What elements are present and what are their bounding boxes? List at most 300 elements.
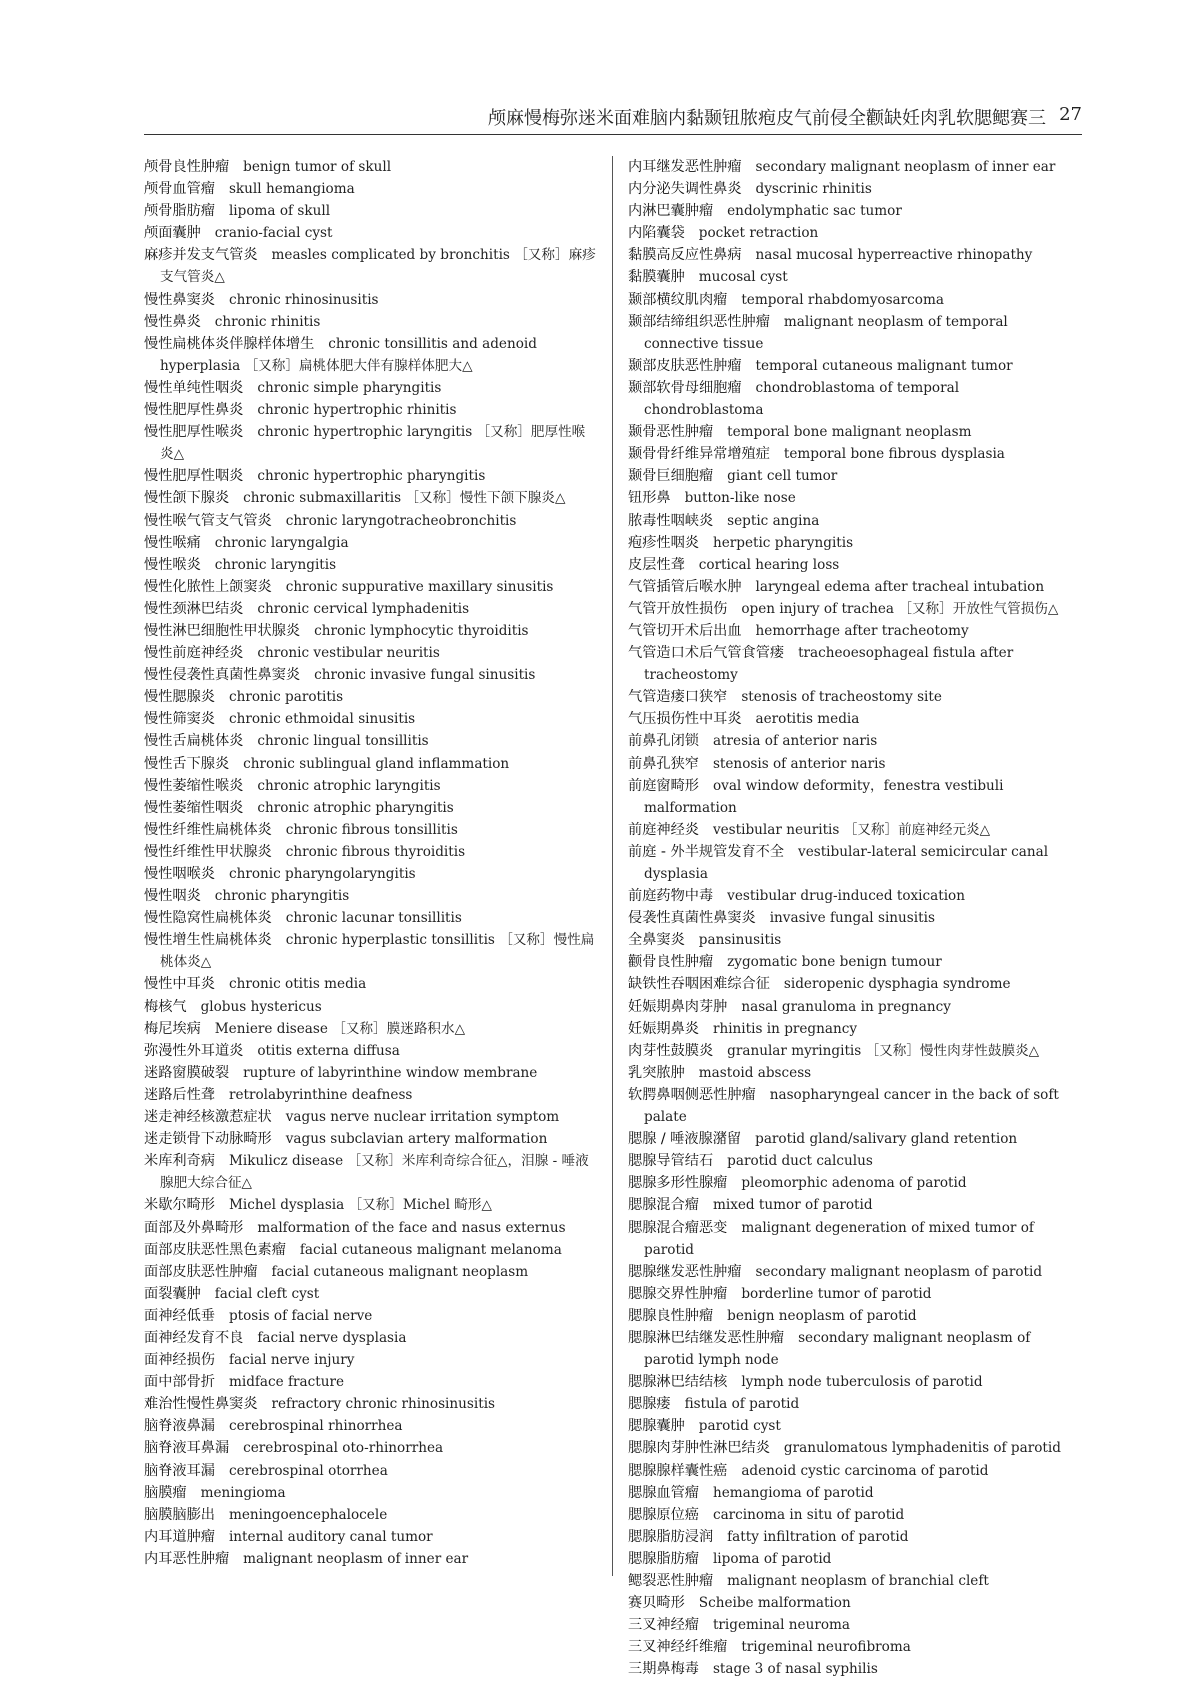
entry-term-english: Michel dysplasia ［又称］Michel 畸形△ <box>228 1197 492 1214</box>
entry-term-chinese: 软腭鼻咽侧恶性肿瘤 <box>628 1086 756 1103</box>
entry-term-english: open injury of trachea ［又称］开放性气管损伤△ <box>741 600 1059 617</box>
glossary-entry <box>628 1040 1082 1062</box>
entry-term-english: nasal granuloma in pregnancy <box>741 998 951 1015</box>
glossary-entry <box>628 1482 1082 1504</box>
entry-term-chinese: 慢性咽喉炎 <box>144 866 215 882</box>
entry-term-chinese: 迷路窗膜破裂 <box>144 1064 230 1081</box>
entry-term-english: benign tumor of skull <box>243 159 392 175</box>
glossary-entry <box>628 1614 1082 1636</box>
glossary-entry <box>144 200 598 222</box>
glossary-entry <box>144 996 598 1018</box>
right-column <box>628 156 1082 1680</box>
entry-term-english: giant cell tumor <box>727 468 838 485</box>
entry-term-chinese: 慢性单纯性咽炎 <box>144 379 244 396</box>
entry-term-english: lymph node tuberculosis of parotid <box>741 1374 983 1391</box>
entry-term-english: mucosal cyst <box>698 269 788 286</box>
glossary-entry <box>628 1283 1082 1305</box>
entry-term-english: malignant neoplasm of branchial cleft <box>727 1573 989 1589</box>
entry-term-chinese: 慢性萎缩性喉炎 <box>144 777 244 794</box>
glossary-entry <box>628 841 1082 885</box>
column-divider <box>612 156 613 1576</box>
glossary-entry <box>144 797 598 819</box>
entry-term-english: laryngeal edema after tracheal intubation <box>755 578 1045 595</box>
glossary-entry <box>628 1393 1082 1415</box>
glossary-entry <box>628 996 1082 1018</box>
glossary-entry <box>628 421 1082 443</box>
entry-term-chinese: 慢性扁桃体炎伴腺样体增生 <box>144 335 315 352</box>
glossary-entry <box>628 1305 1082 1327</box>
entry-term-english: chronic sublingual gland inflammation <box>243 755 510 772</box>
entry-term-english: benign neoplasm of parotid <box>727 1307 917 1324</box>
glossary-entry <box>144 1217 598 1239</box>
entry-term-chinese: 米歇尔畸形 <box>144 1197 215 1214</box>
entry-term-chinese: 难治性慢性鼻窦炎 <box>144 1396 258 1413</box>
glossary-entry <box>144 1062 598 1084</box>
glossary-entry <box>144 178 598 200</box>
entry-term-english: chronic suppurative maxillary sinusitis <box>285 578 554 595</box>
entry-term-chinese: 慢性鼻窦炎 <box>144 291 215 308</box>
entry-term-chinese: 脑脊液耳鼻漏 <box>144 1440 230 1457</box>
glossary-entry <box>144 1482 598 1504</box>
entry-term-chinese: 脓毒性咽峡炎 <box>628 512 714 529</box>
entry-term-english: chronic rhinosinusitis <box>228 291 379 308</box>
glossary-entry <box>628 156 1082 178</box>
entry-term-english: chronic hyperplastic tonsillitis ［又称］慢性扁桃体炎△ <box>160 932 595 971</box>
glossary-entry <box>628 1526 1082 1548</box>
entry-term-chinese: 脑膜瘤 <box>144 1484 187 1501</box>
entry-term-english: chronic simple pharyngitis <box>257 379 442 396</box>
entry-term-chinese: 颅面囊肿 <box>144 225 201 242</box>
entry-term-english: mastoid abscess <box>698 1064 812 1081</box>
entry-term-english: cortical hearing loss <box>698 556 840 573</box>
entry-term-chinese: 气管造口术后气管食管瘘 <box>628 645 785 662</box>
entry-term-chinese: 面部皮肤恶性黑色素瘤 <box>144 1241 286 1258</box>
entry-term-chinese: 乳突脓肿 <box>628 1064 685 1081</box>
entry-term-english: vestibular neuritis ［又称］前庭神经元炎△ <box>712 821 991 838</box>
entry-term-chinese: 慢性喉气管支气管炎 <box>144 512 272 529</box>
entry-term-english: cerebrospinal oto-rhinorrhea <box>243 1440 444 1457</box>
entry-term-english: tracheoesophageal fistula after tracheostomy <box>644 645 1014 684</box>
entry-term-chinese: 前庭窗畸形 <box>628 777 699 794</box>
glossary-entry <box>144 1371 598 1393</box>
entry-term-chinese: 梅核气 <box>144 998 187 1015</box>
glossary-entry <box>144 1460 598 1482</box>
entry-term-english: chronic tonsillitis and adenoid hyperplasia ［又称］扁桃体肥大伴有腺样体肥大△ <box>160 335 537 374</box>
glossary-entry <box>144 399 598 421</box>
page-number: 27 <box>1059 104 1082 125</box>
entry-term-chinese: 面裂囊肿 <box>144 1285 201 1302</box>
glossary-entry <box>144 907 598 929</box>
entry-term-chinese: 腮腺良性肿瘤 <box>628 1307 714 1324</box>
glossary-entry <box>144 156 598 178</box>
glossary-entry <box>144 1526 598 1548</box>
glossary-entry <box>628 1261 1082 1283</box>
entry-term-chinese: 慢性喉痛 <box>144 534 201 551</box>
entry-term-chinese: 面部皮肤恶性肿瘤 <box>144 1263 258 1280</box>
glossary-entry <box>628 1658 1082 1680</box>
entry-term-chinese: 颞骨骨纤维异常增殖症 <box>628 446 770 463</box>
glossary-entry <box>144 1040 598 1062</box>
glossary-entry <box>144 885 598 907</box>
entry-term-chinese: 腮腺交界性肿瘤 <box>628 1285 728 1302</box>
entry-term-chinese: 内淋巴囊肿瘤 <box>628 203 714 220</box>
glossary-entry <box>628 708 1082 730</box>
glossary-entry <box>144 664 598 686</box>
entry-term-english: chronic otitis media <box>228 976 367 993</box>
entry-term-chinese: 颅骨血管瘤 <box>144 181 215 198</box>
entry-term-chinese: 黏膜囊肿 <box>628 269 685 286</box>
glossary-entry <box>144 1084 598 1106</box>
entry-term-chinese: 迷路后性聋 <box>144 1086 215 1103</box>
entry-term-english: button-like nose <box>684 490 796 507</box>
entry-term-english: trigeminal neuroma <box>712 1617 851 1634</box>
glossary-entry <box>144 1150 598 1194</box>
entry-term-english: chronic submaxillaritis ［又称］慢性下颌下腺炎△ <box>243 490 566 507</box>
entry-term-chinese: 慢性腮腺炎 <box>144 689 215 706</box>
entry-term-english: malignant neoplasm of temporal connective tissue <box>644 313 1008 352</box>
entry-term-english: chronic laryngotracheobronchitis <box>285 512 517 529</box>
glossary-entry <box>628 1570 1082 1592</box>
entry-term-chinese: 慢性颌下腺炎 <box>144 490 230 507</box>
glossary-entry <box>628 819 1082 841</box>
entry-term-english: chronic laryngitis <box>214 556 337 573</box>
entry-term-chinese: 慢性喉炎 <box>144 556 201 573</box>
entry-term-english: facial cutaneous malignant neoplasm <box>271 1263 529 1280</box>
entry-term-chinese: 颅骨良性肿瘤 <box>144 159 230 175</box>
entry-term-chinese: 麻疹并发支气管炎 <box>144 247 258 264</box>
glossary-entry <box>144 554 598 576</box>
entry-term-chinese: 慢性纤维性扁桃体炎 <box>144 821 272 838</box>
glossary-entry <box>628 1437 1082 1459</box>
entry-term-english: borderline tumor of parotid <box>741 1285 932 1302</box>
glossary-entry <box>144 620 598 642</box>
glossary-entry <box>628 487 1082 509</box>
entry-term-english: facial nerve injury <box>228 1352 355 1369</box>
glossary-entry <box>628 1217 1082 1261</box>
entry-term-chinese: 前鼻孔狭窄 <box>628 755 699 772</box>
entry-term-english: chondroblastoma of temporal chondroblastoma <box>644 379 960 419</box>
entry-term-chinese: 慢性前庭神经炎 <box>144 645 244 662</box>
entry-term-chinese: 慢性化脓性上颌窦炎 <box>144 578 272 595</box>
entry-term-english: nasopharyngeal cancer in the back of soft palate <box>644 1086 1059 1126</box>
glossary-entry <box>144 973 598 995</box>
entry-term-english: ptosis of facial nerve <box>228 1307 373 1324</box>
entry-term-chinese: 面中部骨折 <box>144 1374 215 1391</box>
entry-term-english: aerotitis media <box>755 711 860 728</box>
glossary-entry <box>144 1283 598 1305</box>
entry-term-chinese: 米库利奇病 <box>144 1153 215 1170</box>
glossary-entry <box>628 1504 1082 1526</box>
entry-term-chinese: 腮腺混合瘤恶变 <box>628 1219 728 1236</box>
entry-term-english: retrolabyrinthine deafness <box>228 1086 413 1103</box>
entry-term-chinese: 内耳恶性肿瘤 <box>144 1550 230 1567</box>
entry-term-chinese: 慢性舌扁桃体炎 <box>144 733 244 750</box>
glossary-entry <box>144 598 598 620</box>
glossary-entry <box>628 885 1082 907</box>
entry-term-english: vagus subclavian artery malformation <box>285 1131 548 1148</box>
entry-term-english: chronic cervical lymphadenitis <box>257 600 470 617</box>
entry-term-chinese: 腮腺导管结石 <box>628 1153 714 1170</box>
entry-term-chinese: 黏膜高反应性鼻病 <box>628 247 742 264</box>
entry-term-english: vestibular-lateral semicircular canal dysplasia <box>644 843 1049 882</box>
glossary-entry <box>144 377 598 399</box>
entry-term-english: chronic lacunar tonsillitis <box>285 910 462 927</box>
entry-term-chinese: 腮腺原位癌 <box>628 1506 699 1523</box>
glossary-entry <box>628 973 1082 995</box>
entry-term-english: malignant degeneration of mixed tumor of parotid <box>644 1219 1034 1258</box>
entry-term-english: chronic pharyngolaryngitis <box>228 866 416 882</box>
entry-term-chinese: 面神经发育不良 <box>144 1329 244 1346</box>
entry-term-english: fatty infiltration of parotid <box>727 1528 909 1545</box>
glossary-entry <box>144 1548 598 1570</box>
entry-term-chinese: 颞部结缔组织恶性肿瘤 <box>628 313 770 330</box>
glossary-entry <box>628 951 1082 973</box>
entry-term-chinese: 慢性肥厚性喉炎 <box>144 424 244 441</box>
glossary-entry <box>628 244 1082 266</box>
entry-term-chinese: 腮腺 / 唾液腺潴留 <box>628 1131 742 1148</box>
entry-term-english: rhinitis in pregnancy <box>712 1020 858 1037</box>
entry-term-chinese: 面部及外鼻畸形 <box>144 1219 244 1236</box>
entry-term-chinese: 腮腺混合瘤 <box>628 1197 699 1214</box>
glossary-entry <box>628 1062 1082 1084</box>
glossary-entry <box>628 753 1082 775</box>
entry-term-english: atresia of anterior naris <box>712 733 878 750</box>
entry-term-english: mixed tumor of parotid <box>712 1197 873 1214</box>
header-title: 颅麻慢梅弥迷米面难脑内黏颞钮脓疱皮气前侵全颧缺妊肉乳软腮鳃赛三 <box>488 108 1046 129</box>
glossary-entry <box>628 1592 1082 1614</box>
entry-term-english: malignant neoplasm of inner ear <box>243 1550 469 1567</box>
glossary-entry <box>144 1393 598 1415</box>
entry-term-chinese: 前庭 - 外半规管发育不全 <box>628 843 785 860</box>
glossary-entry <box>144 465 598 487</box>
entry-term-chinese: 腮腺脂肪浸润 <box>628 1528 714 1545</box>
entry-term-chinese: 慢性舌下腺炎 <box>144 755 230 772</box>
entry-term-english: chronic atrophic pharyngitis <box>257 799 454 816</box>
glossary-entry <box>628 355 1082 377</box>
entry-term-english: temporal cutaneous malignant tumor <box>755 357 1013 374</box>
glossary-entry <box>628 1548 1082 1570</box>
entry-term-chinese: 慢性肥厚性鼻炎 <box>144 402 244 419</box>
glossary-entry <box>628 775 1082 819</box>
entry-term-english: parotid duct calculus <box>727 1153 873 1170</box>
entry-term-chinese: 内陷囊袋 <box>628 225 685 242</box>
entry-term-english: chronic rhinitis <box>214 313 321 330</box>
entry-term-english: chronic laryngalgia <box>214 534 349 551</box>
entry-term-chinese: 慢性肥厚性咽炎 <box>144 468 244 485</box>
entry-term-chinese: 梅尼埃病 <box>144 1020 201 1037</box>
glossary-entry <box>144 244 598 288</box>
entry-term-english: meningioma <box>200 1484 286 1501</box>
entry-term-chinese: 腮腺肉芽肿性淋巴结炎 <box>628 1440 770 1457</box>
entry-term-chinese: 慢性中耳炎 <box>144 976 215 993</box>
entry-term-chinese: 慢性萎缩性咽炎 <box>144 799 244 816</box>
entry-term-chinese: 慢性纤维性甲状腺炎 <box>144 843 272 860</box>
glossary-entry <box>628 377 1082 421</box>
entry-term-english: cerebrospinal rhinorrhea <box>228 1418 403 1435</box>
entry-term-english: facial cleft cyst <box>214 1285 320 1302</box>
entry-term-english: herpetic pharyngitis <box>712 534 854 551</box>
glossary-entry <box>628 222 1082 244</box>
glossary-entry <box>144 510 598 532</box>
glossary-entry <box>144 311 598 333</box>
glossary-entry <box>628 686 1082 708</box>
entry-term-chinese: 腮腺继发恶性肿瘤 <box>628 1263 742 1280</box>
glossary-entry <box>628 1327 1082 1371</box>
entry-term-chinese: 钮形鼻 <box>628 490 671 507</box>
glossary-entry <box>628 266 1082 288</box>
entry-term-english: vestibular drug-induced toxication <box>727 888 965 905</box>
entry-term-chinese: 颞骨恶性肿瘤 <box>628 424 714 441</box>
entry-term-english: secondary malignant neoplasm of parotid lymph node <box>644 1329 1031 1369</box>
glossary-entry <box>144 642 598 664</box>
entry-term-english: temporal rhabdomyosarcoma <box>741 291 944 308</box>
entry-term-chinese: 慢性颈淋巴结炎 <box>144 600 244 617</box>
glossary-entry <box>144 1261 598 1283</box>
entry-term-english: cranio-facial cyst <box>214 225 333 242</box>
entry-term-english: chronic lingual tonsillitis <box>257 733 429 750</box>
entry-term-chinese: 妊娠期鼻炎 <box>628 1020 699 1037</box>
entry-term-chinese: 气管插管后喉水肿 <box>628 578 742 595</box>
entry-term-english: temporal bone fibrous dysplasia <box>783 446 1005 463</box>
glossary-entry <box>628 1084 1082 1128</box>
entry-term-chinese: 肉芽性鼓膜炎 <box>628 1042 714 1059</box>
entry-term-english: cerebrospinal otorrhea <box>228 1462 388 1479</box>
entry-term-chinese: 颞部软骨母细胞瘤 <box>628 379 742 396</box>
glossary-entry <box>144 1194 598 1216</box>
entry-term-chinese: 慢性隐窝性扁桃体炎 <box>144 910 272 927</box>
entry-term-english: lipoma of parotid <box>712 1550 832 1567</box>
entry-term-english: chronic hypertrophic rhinitis <box>257 402 457 419</box>
glossary-entry <box>628 1194 1082 1216</box>
entry-term-chinese: 内分泌失调性鼻炎 <box>628 181 742 198</box>
entry-term-english: globus hystericus <box>200 998 322 1015</box>
glossary-entry <box>144 730 598 752</box>
entry-term-chinese: 缺铁性吞咽困难综合征 <box>628 976 770 993</box>
entry-term-chinese: 腮腺血管瘤 <box>628 1484 699 1501</box>
glossary-entry <box>628 929 1082 951</box>
glossary-entry <box>628 576 1082 598</box>
glossary-entry <box>628 620 1082 642</box>
entry-term-english: rupture of labyrinthine window membrane <box>243 1064 538 1081</box>
entry-term-chinese: 气管造瘘口狭窄 <box>628 689 728 706</box>
entry-term-english: chronic hypertrophic pharyngitis <box>257 468 486 485</box>
glossary-entry <box>628 642 1082 686</box>
entry-term-english: sideropenic dysphagia syndrome <box>783 976 1011 993</box>
entry-term-chinese: 疱疹性咽炎 <box>628 534 699 551</box>
entry-term-chinese: 腮腺多形性腺瘤 <box>628 1175 728 1192</box>
entry-term-chinese: 脑脊液耳漏 <box>144 1462 215 1479</box>
entry-term-english: vagus nerve nuclear irritation symptom <box>285 1109 560 1126</box>
entry-term-english: carcinoma in situ of parotid <box>712 1506 905 1523</box>
entry-term-chinese: 三期鼻梅毒 <box>628 1661 699 1678</box>
entry-term-chinese: 颞部横纹肌肉瘤 <box>628 291 728 308</box>
entry-term-english: chronic ethmoidal sinusitis <box>228 711 416 728</box>
glossary-entry <box>144 686 598 708</box>
entry-term-english: chronic atrophic laryngitis <box>257 777 441 794</box>
entry-term-chinese: 前庭药物中毒 <box>628 888 714 905</box>
entry-term-english: dyscrinic rhinitis <box>755 181 872 198</box>
entry-term-english: malformation of the face and nasus externus <box>257 1219 566 1236</box>
entry-term-chinese: 颞部皮肤恶性肿瘤 <box>628 357 742 374</box>
entry-term-english: lipoma of skull <box>228 203 331 220</box>
entry-term-english: septic angina <box>727 512 820 529</box>
entry-term-chinese: 颞骨巨细胞瘤 <box>628 468 714 485</box>
entry-term-chinese: 慢性鼻炎 <box>144 313 201 330</box>
glossary-entry <box>144 1437 598 1459</box>
entry-term-chinese: 脑脊液鼻漏 <box>144 1418 215 1435</box>
entry-term-english: chronic fibrous thyroiditis <box>285 843 466 860</box>
entry-term-chinese: 前庭神经炎 <box>628 821 699 838</box>
glossary-entry <box>144 1018 598 1040</box>
entry-term-chinese: 侵袭性真菌性鼻窦炎 <box>628 910 756 927</box>
entry-term-english: Scheibe malformation <box>698 1595 851 1612</box>
entry-term-chinese: 面神经低垂 <box>144 1307 215 1324</box>
entry-term-chinese: 弥漫性外耳道炎 <box>144 1042 244 1059</box>
entry-term-english: temporal bone malignant neoplasm <box>727 424 972 441</box>
entry-term-english: stenosis of anterior naris <box>712 755 886 772</box>
entry-term-chinese: 腮腺淋巴结继发恶性肿瘤 <box>628 1329 785 1346</box>
glossary-entry <box>144 775 598 797</box>
glossary-entry <box>144 289 598 311</box>
entry-term-english: oval window deformity，fenestra vestibuli malformation <box>644 777 1004 816</box>
glossary-entry <box>628 465 1082 487</box>
entry-term-english: fistula of parotid <box>684 1396 800 1413</box>
entry-term-chinese: 腮腺淋巴结结核 <box>628 1374 728 1391</box>
entry-term-chinese: 妊娠期鼻肉芽肿 <box>628 998 728 1015</box>
entry-term-english: hemangioma of parotid <box>712 1484 874 1501</box>
entry-term-english: hemorrhage after tracheotomy <box>755 622 969 639</box>
glossary-entry <box>144 576 598 598</box>
glossary-entry <box>144 708 598 730</box>
glossary-entry <box>144 333 598 377</box>
glossary-entry <box>628 730 1082 752</box>
glossary-entry <box>628 289 1082 311</box>
entry-term-chinese: 前鼻孔闭锁 <box>628 733 699 750</box>
glossary-entry <box>144 1305 598 1327</box>
entry-term-chinese: 迷走锁骨下动脉畸形 <box>144 1131 272 1148</box>
glossary-entry <box>628 510 1082 532</box>
glossary-entry <box>144 222 598 244</box>
entry-term-english: facial cutaneous malignant melanoma <box>299 1241 562 1258</box>
entry-term-chinese: 皮层性聋 <box>628 556 685 573</box>
glossary-entry <box>628 554 1082 576</box>
entry-term-english: midface fracture <box>228 1374 345 1391</box>
entry-term-english: nasal mucosal hyperreactive rhinopathy <box>755 247 1033 264</box>
glossary-entry <box>628 178 1082 200</box>
glossary-entry <box>628 1128 1082 1150</box>
entry-term-chinese: 迷走神经核激惹症状 <box>144 1109 272 1126</box>
entry-term-english: trigeminal neurofibroma <box>741 1639 911 1656</box>
glossary-entry <box>144 1128 598 1150</box>
entry-term-chinese: 腮腺脂肪瘤 <box>628 1550 699 1567</box>
entry-term-english: pocket retraction <box>698 225 819 242</box>
entry-term-english: stenosis of tracheostomy site <box>741 689 942 706</box>
entry-term-english: invasive fungal sinusitis <box>769 910 935 927</box>
left-column <box>144 156 598 1570</box>
entry-term-english: zygomatic bone benign tumour <box>727 954 942 971</box>
entry-term-english: skull hemangioma <box>228 181 355 198</box>
entry-term-chinese: 气管开放性损伤 <box>628 600 728 617</box>
glossary-entry <box>628 1150 1082 1172</box>
entry-term-chinese: 腮腺腺样囊性癌 <box>628 1462 728 1479</box>
glossary-entry <box>628 1636 1082 1658</box>
entry-term-chinese: 鳃裂恶性肿瘤 <box>628 1573 714 1589</box>
entry-term-chinese: 脑膜脑膨出 <box>144 1506 215 1523</box>
entry-term-chinese: 腮腺囊肿 <box>628 1418 685 1435</box>
entry-term-chinese: 气管切开术后出血 <box>628 622 742 639</box>
entry-term-english: Meniere disease ［又称］膜迷路积水△ <box>214 1020 466 1037</box>
entry-term-english: internal auditory canal tumor <box>228 1528 433 1545</box>
